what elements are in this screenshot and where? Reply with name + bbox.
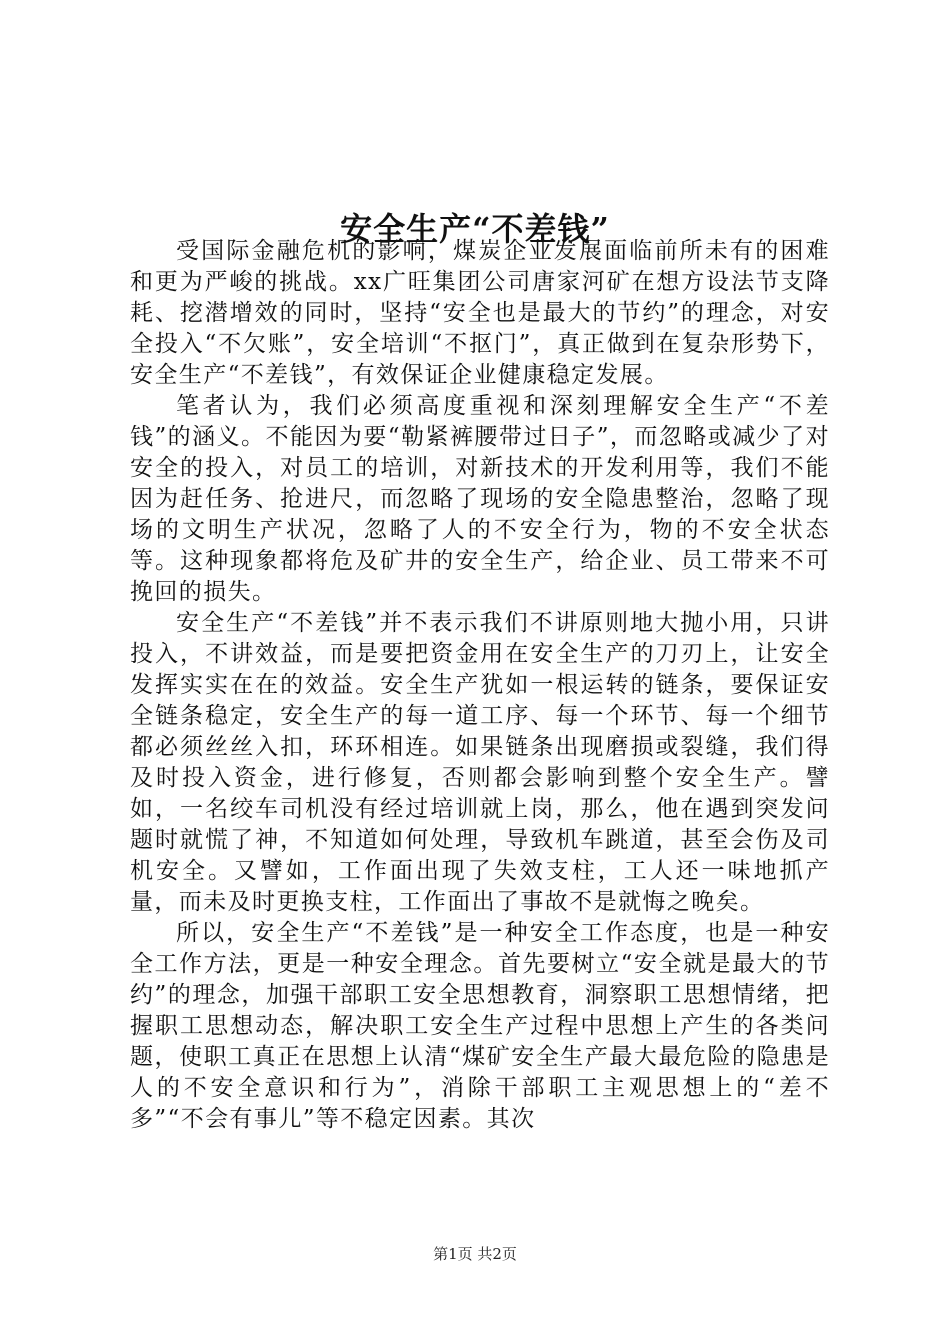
document-body — [130, 236, 830, 1135]
paragraph-2: 笔者认为，我们必须高度重视和深刻理解安全生产“不差钱”的涵义。不能因为要“勒紧裤腰带过日子”，而忽略或减少了对安全的投入，对员工的培训，对新技术的开发利用等，我们不能因为赶任务、抢进尺，而忽略了现场的安全隐患整治，忽略了现场的文明生产状况，忽略了人的不安全行为，物的不安全状态等。这种现象都将危及矿井的安全生产，给企业、员工带来不可挽回的损失。 — [130, 393, 830, 605]
paragraph-4: 所以，安全生产“不差钱”是一种安全工作态度，也是一种安全工作方法，更是一种安全理念。首先要树立“安全就是最大的节约”的理念，加强干部职工安全思想教育，洞察职工思想情绪，把握职工思想动态，解决职工安全生产过程中思想上产生的各类问题，使职工真正在思想上认清“煤矿安全生产最大最危险的隐患是人的不安全意识和行为”，消除干部职工主观思想上的“差不多”“不会有事儿”等不稳定因素。其次 — [130, 920, 830, 1132]
paragraph-1: 受国际金融危机的影响，煤炭企业发展面临前所未有的困难和更为严峻的挑战。xx广旺集团公司唐家河矿在想方设法节支降耗、挖潜增效的同时，坚持“安全也是最大的节约”的理念，对安全投入“不欠账”，安全培训“不抠门”，真正做到在复杂形势下，安全生产“不差钱”，有效保证企业健康稳定发展。 — [130, 238, 830, 388]
document-title: 安全生产“不差钱” — [340, 210, 610, 249]
page-number-footer: 第1页 共2页 — [433, 1245, 517, 1263]
paragraph-3: 安全生产“不差钱”并不表示我们不讲原则地大抛小用，只讲投入，不讲效益，而是要把资金用在安全生产的刀刃上，让安全发挥实实在在的效益。安全生产犹如一根运转的链条，要保证安全链条稳定，安全生产的每一道工序、每一个环节、每一个细节都必须丝丝入扣，环环相连。如果链条出现磨损或裂缝，我们得及时投入资金，进行修复，否则都会影响到整个安全生产。譬如，一名绞车司机没有经过培训就上岗，那么，他在遇到突发问题时就慌了神，不知道如何处理，导致机车跳道，甚至会伤及司机安全。又譬如，工作面出现了失效支柱，工人还一味地抓产量，而未及时更换支柱，工作面出了事故不是就悔之晚矣。 — [130, 610, 830, 915]
